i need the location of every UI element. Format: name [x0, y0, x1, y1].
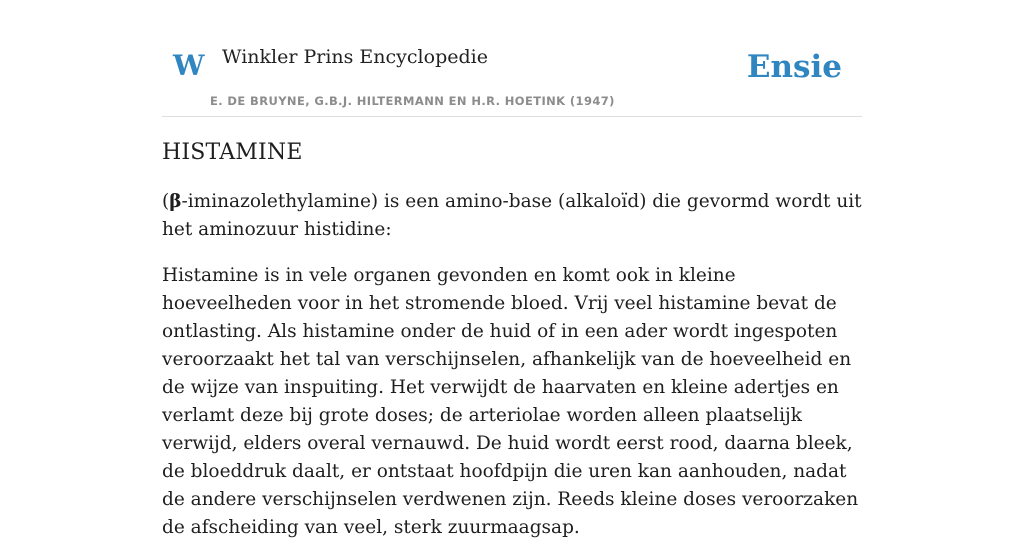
entry-title: HISTAMINE — [162, 140, 303, 165]
page-header — [162, 0, 862, 117]
beta-symbol: β — [169, 191, 182, 213]
source-title[interactable]: Winkler Prins Encyclopedie — [222, 46, 488, 68]
winkler-prins-logo[interactable]: W — [173, 49, 205, 82]
entry-content — [162, 140, 862, 560]
entry-body-paragraph: Histamine is in vele organen gevonden en komt ook in kleine hoeveelheden voor in het stromende bloed. Vrij veel histamine bevat de ontlasting. Als histamine onder de huid of in een ader wordt ingespoten veroorzaakt het tal van verschijnselen, afhankelijk van de hoeveelheid en de wijze van inspuiting. Het verwijdt de haarvaten en kleine adertjes en verlamt deze bij grote doses; de arteriolae worden alleen plaatselijk verwijd, elders overal vernauwd. De huid wordt eerst rood, daarna bleek, de bloeddruk daalt, er ontstaat hoofdpijn die uren kan aanhouden, nadat de andere verschijnselen verdwenen zijn. Reeds kleine doses veroorzaken de afscheiding van veel, sterk zuurmaagsap. — [162, 265, 859, 539]
entry-intro-paragraph — [162, 188, 862, 244]
source-authors: E. DE BRUYNE, G.B.J. HILTERMANN EN H.R. HOETINK (1947) — [210, 94, 615, 108]
ensie-logo[interactable]: Ensie — [746, 49, 842, 85]
intro-text: -iminazolethylamine) is een amino-base (alkaloïd) die gevormd wordt uit het aminozuur histidine: — [162, 191, 862, 241]
intro-open-paren: ( — [162, 191, 170, 213]
